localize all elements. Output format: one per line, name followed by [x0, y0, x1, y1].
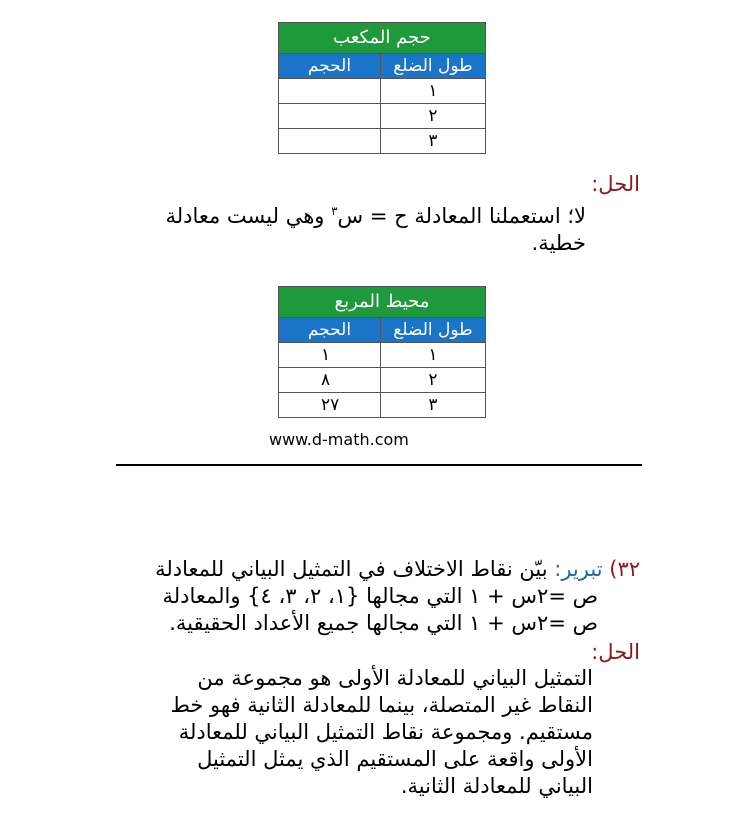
column-header-volume: الحجم [279, 318, 381, 343]
table-title: محيط المربع [279, 287, 486, 318]
cell-volume [279, 129, 381, 154]
question-number: ٣٢) [609, 557, 640, 581]
cell-volume [279, 104, 381, 129]
table-title: حجم المكعب [279, 23, 486, 54]
table-row [279, 129, 486, 154]
table-row [279, 343, 486, 368]
cell-side: ١ [381, 79, 486, 104]
cell-side: ٣ [381, 393, 486, 418]
solution-label: الحل: [591, 172, 640, 196]
cube-volume-table [278, 22, 486, 154]
column-header-side: طول الضلع [381, 54, 486, 79]
square-perimeter-table [278, 286, 486, 418]
cell-side: ٢ [381, 368, 486, 393]
cell-side: ٣ [381, 129, 486, 154]
question-keyword: تبرير: [554, 557, 603, 581]
cell-volume: ٢٧ [279, 393, 381, 418]
solution-text-rest: وهي ليست معادلة خطية. [165, 204, 586, 255]
solution-text [116, 198, 586, 257]
question-line-2: ص =٢س + ١ التي مجالها {١، ٢، ٣، ٤} والمعادلة [162, 584, 598, 608]
cell-volume: ١ [279, 343, 381, 368]
table-row [279, 79, 486, 104]
table-row [279, 393, 486, 418]
cell-side: ١ [381, 343, 486, 368]
question-32 [110, 556, 640, 637]
cell-volume [279, 79, 381, 104]
column-header-volume: الحجم [279, 54, 381, 79]
column-header-side: طول الضلع [381, 318, 486, 343]
website-link[interactable]: www.d-math.com [269, 430, 409, 449]
solution-label: الحل: [591, 640, 640, 664]
question-line-3: ص =٢س + ١ التي مجالها جميع الأعداد الحقيقية. [169, 611, 598, 635]
question-line-1: بيّن نقاط الاختلاف في التمثيل البياني للمعادلة [155, 557, 548, 581]
solution-text-main: لا؛ استعملنا المعادلة ح = س [337, 204, 586, 228]
section-divider [116, 464, 642, 466]
solution-text: التمثيل البياني للمعادلة الأولى هو مجموعة من النقاط غير المتصلة، بينما للمعادلة الثانية فهو خط مستقيم. ومجموعة نقاط التمثيل البياني للمعادلة الأولى واقعة على المستقيم الذي يمثل التمثيل البياني للمعادلة الثانية. [170, 666, 593, 798]
table-row [279, 368, 486, 393]
table-row [279, 104, 486, 129]
exponent: ٣ [331, 204, 338, 218]
cell-side: ٢ [381, 104, 486, 129]
cell-volume: ٨ [279, 368, 381, 393]
